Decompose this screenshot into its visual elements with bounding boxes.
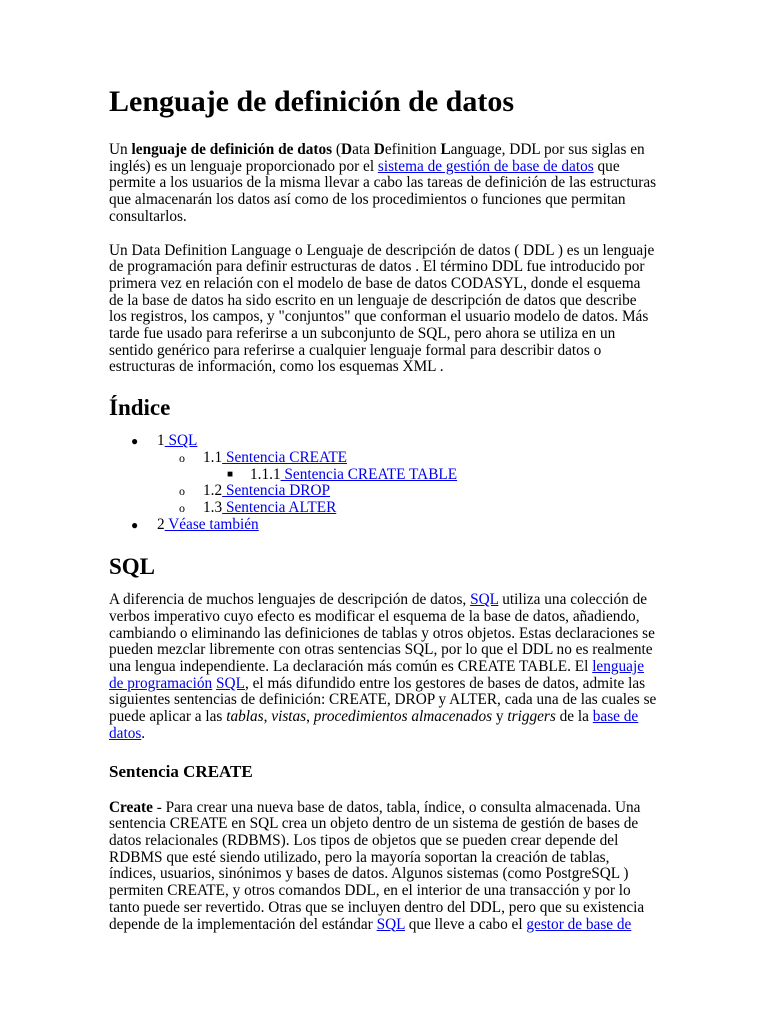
toc-number: 1.3 bbox=[203, 498, 223, 516]
text: utiliza una colección de verbos imperativo cuyo efecto es modificar el esquema de la base de datos, añadiendo, cambiando o eliminando las definiciones de tablas y otros objetos. Estas declaraciones se pueden mezclar libremente con otras sentencias SQL, por lo que el DDL no es realmente una lengua independiente. La declaración más común es CREATE TABLE. El bbox=[109, 591, 655, 676]
intro-paragraph bbox=[109, 142, 657, 226]
link-lenguaje-programacion[interactable]: lenguaje de programación bbox=[109, 658, 645, 692]
toc-number: 1.2 bbox=[203, 482, 223, 500]
create-paragraph bbox=[109, 800, 657, 934]
toc-link-create[interactable]: Sentencia CREATE bbox=[222, 448, 348, 466]
bullet-circle-icon: o bbox=[179, 500, 185, 515]
italic-term: vistas bbox=[271, 708, 307, 726]
text: efinition bbox=[384, 141, 441, 158]
toc-link-vease[interactable]: Véase también bbox=[164, 515, 259, 533]
bold-letter: L bbox=[440, 141, 451, 158]
toc-link-create-table[interactable]: Sentencia CREATE TABLE bbox=[280, 465, 458, 483]
link-sql[interactable]: SQL bbox=[216, 674, 245, 692]
text: , bbox=[263, 708, 272, 726]
link-sql[interactable]: SQL bbox=[470, 591, 499, 609]
toc-item bbox=[109, 517, 657, 534]
italic-term: procedimientos almacenados bbox=[313, 708, 493, 726]
italic-term: triggers bbox=[507, 708, 556, 726]
text: , el más difundido entre los gestores de bases de datos, admite las siguientes sentencias de definición: CREATE, DROP y ALTER, cada una de las cuales se puede aplicar a las bbox=[109, 674, 657, 726]
toc-item bbox=[109, 450, 657, 467]
bullet-disc-icon: ● bbox=[131, 517, 139, 532]
italic-term: tablas bbox=[226, 708, 264, 726]
text: - Para crear una nueva base de datos, tabla, índice, o consulta almacenada. Una sentencia CREATE en SQL crea un objeto dentro de un sistema de gestión de bases de datos relacionales (RDBMS). Los tipos de objetos que se pueden crear depende del RDBMS que esté siendo utilizado, pero la mayoría soportan la creación de tablas, índices, usuarios, sinónimos y bases de datos. Algunos sistemas (como PostgreSQL ) permiten CREATE, y otros comandos DDL, en el interior de una transacción y por lo tanto puede ser revertido. Otras que se incluyen dentro del DDL, pero que su existencia depende de la implementación del estándar bbox=[109, 798, 645, 933]
bold-letter: D bbox=[373, 141, 385, 158]
text: de la bbox=[555, 708, 593, 726]
toc-number: 1 bbox=[157, 432, 165, 450]
toc-number: 2 bbox=[157, 515, 165, 533]
toc-item bbox=[109, 467, 657, 484]
bullet-disc-icon: ● bbox=[131, 434, 139, 449]
toc-item bbox=[109, 433, 657, 450]
table-of-contents bbox=[109, 433, 657, 533]
toc-item bbox=[109, 500, 657, 517]
link-gestor-base-datos[interactable]: gestor de base de bbox=[526, 915, 632, 933]
text: anguage, DDL por sus siglas en inglés) es un lenguaje proporcionado por el bbox=[109, 141, 645, 175]
page-title: Lenguaje de definición de datos bbox=[109, 85, 515, 118]
sql-heading: SQL bbox=[109, 554, 156, 580]
bold-term: lenguaje de definición de datos bbox=[131, 141, 333, 158]
bullet-circle-icon: o bbox=[179, 484, 185, 499]
text: Un bbox=[109, 141, 132, 158]
bold-term: Create bbox=[109, 798, 153, 816]
text: A diferencia de muchos lenguajes de descripción de datos, bbox=[109, 591, 471, 609]
toc-link-alter[interactable]: Sentencia ALTER bbox=[222, 498, 337, 516]
text: ( bbox=[332, 141, 342, 158]
link-sistema-gestion-bd[interactable]: sistema de gestión de base de datos bbox=[377, 157, 594, 175]
link-sql[interactable]: SQL bbox=[376, 915, 405, 933]
text: . bbox=[141, 724, 146, 742]
toc-item bbox=[109, 483, 657, 500]
bold-letter: D bbox=[341, 141, 353, 158]
toc-number: 1.1.1 bbox=[250, 465, 281, 483]
bullet-square-icon: ■ bbox=[227, 468, 234, 480]
sql-paragraph bbox=[109, 592, 657, 742]
toc-number: 1.1 bbox=[203, 448, 223, 466]
text: , bbox=[306, 708, 314, 726]
bullet-circle-icon: o bbox=[179, 450, 185, 465]
create-heading: Sentencia CREATE bbox=[109, 761, 253, 781]
text: que permite a los usuarios de la misma llevar a cabo las tareas de definición de las estructuras que almacenarán los datos así como de los procedimientos o funciones que permitan consultarlos. bbox=[109, 157, 657, 225]
link-base-de-datos[interactable]: base de datos bbox=[109, 708, 639, 742]
toc-heading: Índice bbox=[109, 395, 171, 421]
ddl-paragraph: Un Data Definition Language o Lenguaje de descripción de datos ( DDL ) es un lenguaje de programación para definir estructuras de datos . El término DDL fue introducido por primera vez en relación con el modelo de base de datos CODASYL, donde el esquema de la base de datos ha sido escrito en un lenguaje de descripción de datos que describe los registros, los campos, y "conjuntos" que conforman el usuario modelo de datos. Más tarde fue usado para referirse a un subconjunto de SQL, pero ahora se utiliza en un sentido genérico para referirse a cualquier lenguaje formal para describir datos o estructuras de información, como los esquemas XML . bbox=[109, 241, 655, 376]
text: y bbox=[492, 708, 508, 726]
text: ata bbox=[352, 141, 374, 158]
text: que lleve a cabo el bbox=[404, 915, 527, 933]
toc-link-sql[interactable]: SQL bbox=[164, 432, 198, 450]
article-content bbox=[109, 82, 657, 950]
toc-link-drop[interactable]: Sentencia DROP bbox=[222, 482, 331, 500]
